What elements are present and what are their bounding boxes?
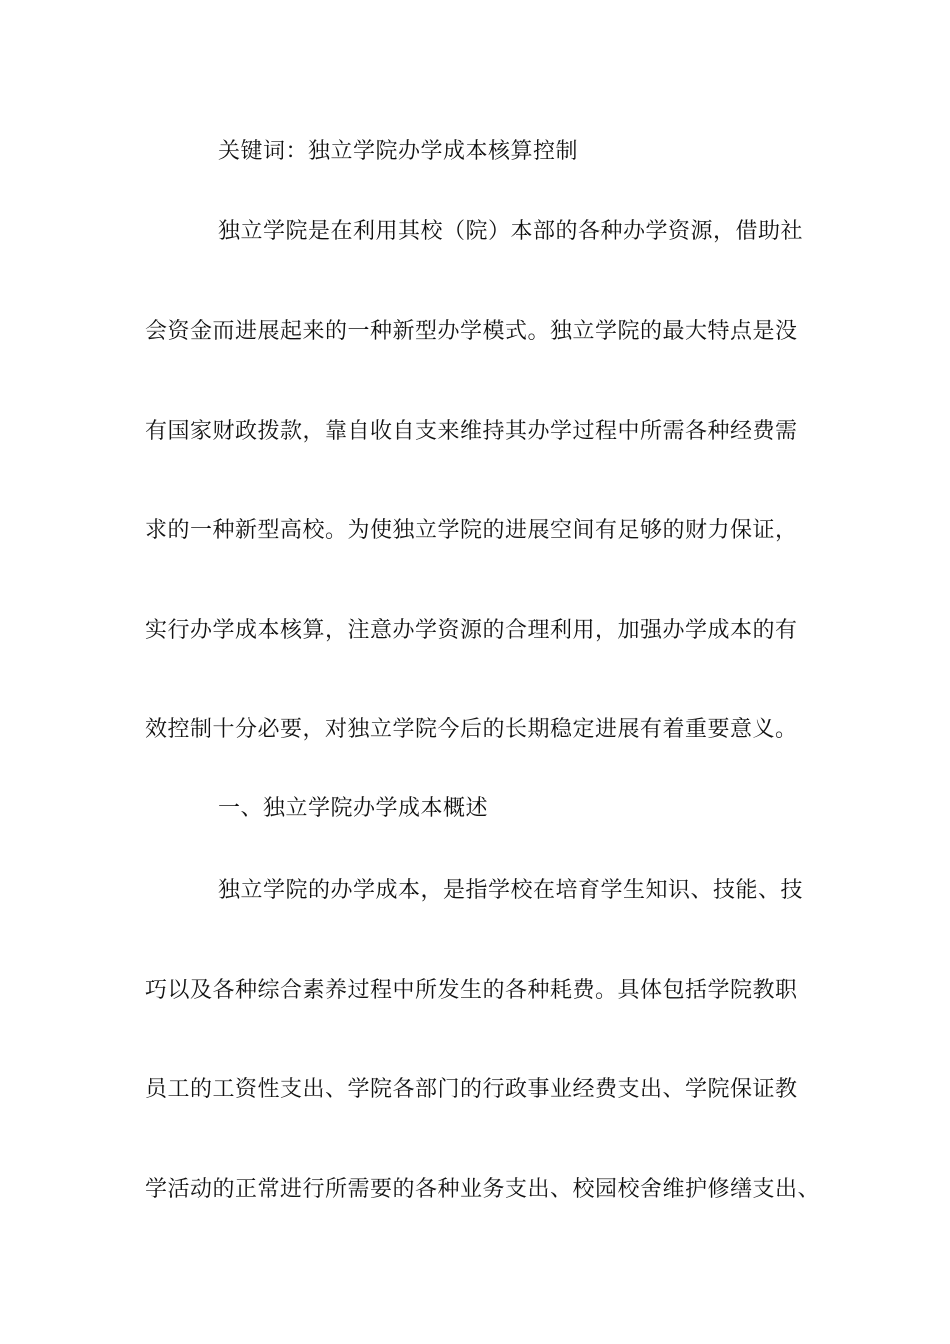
paragraph-1-line-4: 求的一种新型高校。为使独立学院的进展空间有足够的财力保证， bbox=[145, 518, 798, 543]
paragraph-2-line-2: 巧以及各种综合素养过程中所发生的各种耗费。具体包括学院教职 bbox=[145, 978, 798, 1003]
paragraph-2-line-3: 员工的工资性支出、学院各部门的行政事业经费支出、学院保证教 bbox=[145, 1077, 798, 1102]
paragraph-1-line-3: 有国家财政拨款，靠自收自支来维持其办学过程中所需各种经费需 bbox=[145, 419, 798, 444]
paragraph-2-line-4: 学活动的正常进行所需要的各种业务支出、校园校舍维护修缮支出、 bbox=[145, 1177, 821, 1202]
paragraph-1-line-6: 效控制十分必要，对独立学院今后的长期稳定进展有着重要意义。 bbox=[145, 717, 798, 742]
paragraph-1-line-5: 实行办学成本核算，注意办学资源的合理利用，加强办学成本的有 bbox=[145, 618, 798, 643]
section-heading-1: 一、独立学院办学成本概述 bbox=[218, 796, 489, 821]
paragraph-1-line-1: 独立学院是在利用其校（院）本部的各种办学资源，借助社 bbox=[218, 219, 804, 244]
keywords-line: 关键词：独立学院办学成本核算控制 bbox=[218, 139, 579, 164]
paragraph-2-line-1: 独立学院的办学成本，是指学校在培育学生知识、技能、技 bbox=[218, 878, 804, 903]
paragraph-1-line-2: 会资金而进展起来的一种新型办学模式。独立学院的最大特点是没 bbox=[145, 319, 798, 344]
